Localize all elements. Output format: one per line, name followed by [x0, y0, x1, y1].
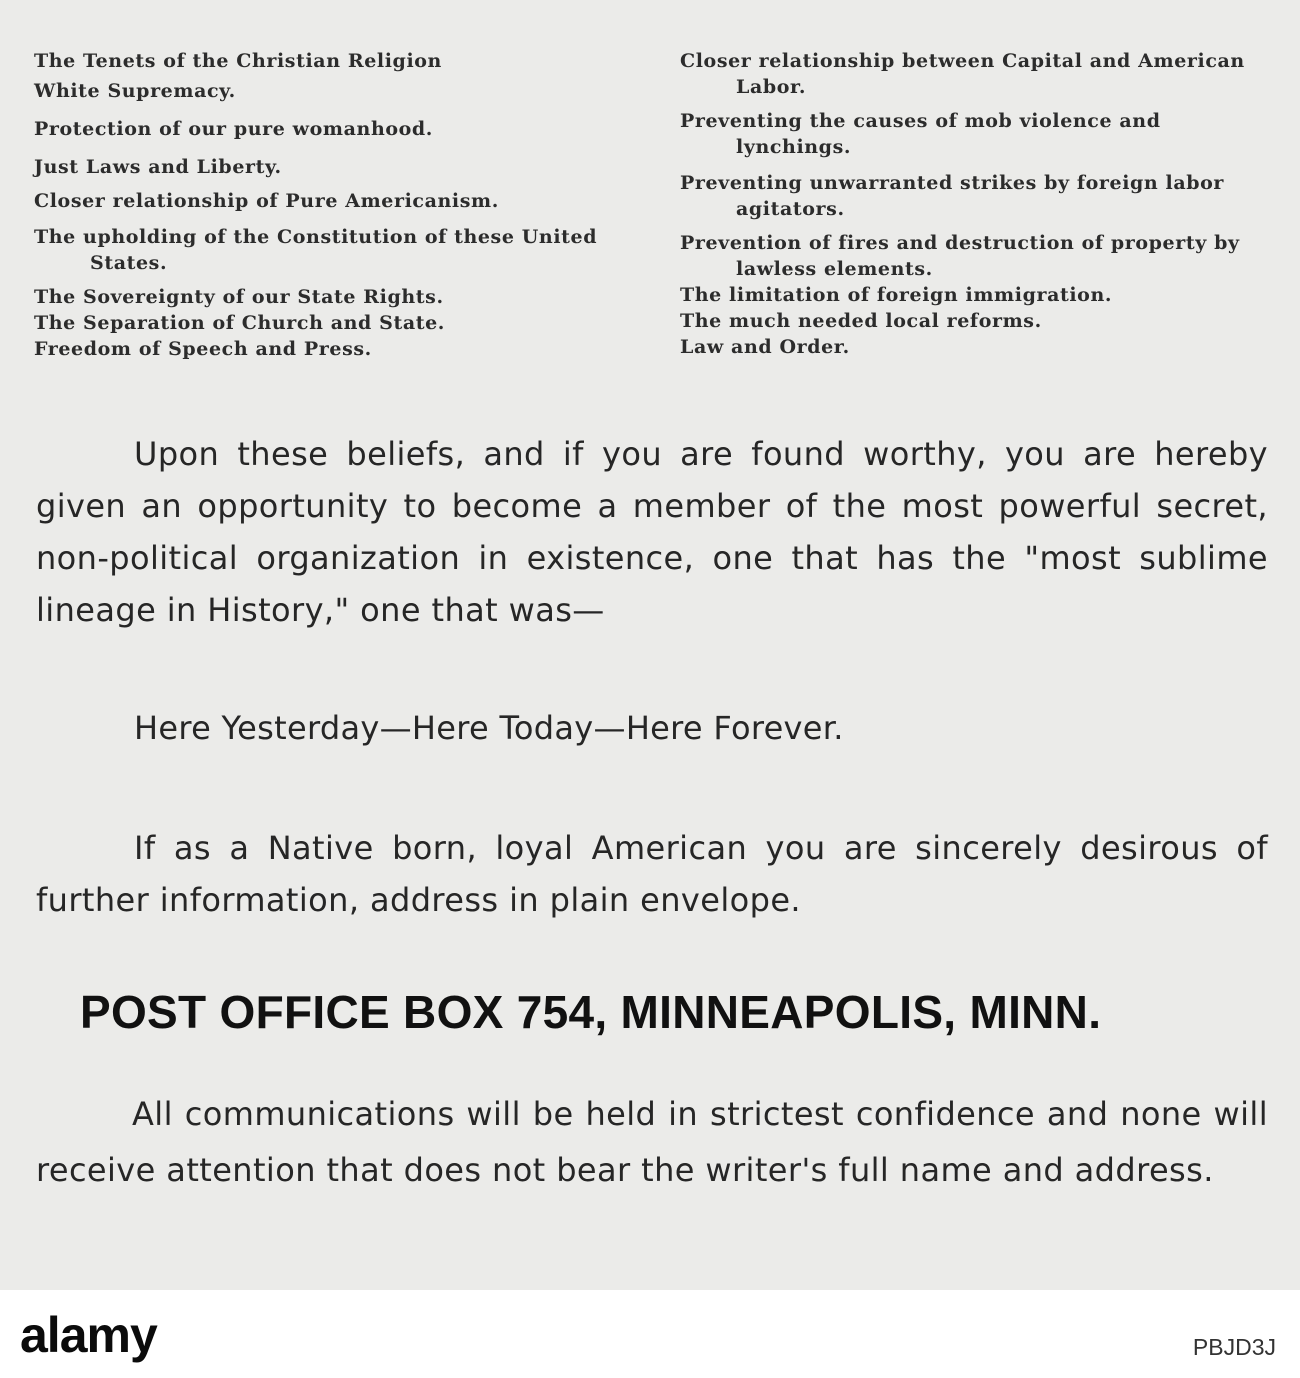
tenet-item: Just Laws and Liberty. [34, 156, 282, 178]
tenet-item: The Sovereignty of our State Rights. [34, 286, 444, 308]
alamy-logo: alamy [20, 1307, 157, 1363]
tenet-item: Closer relationship of Pure Americanism. [34, 190, 499, 212]
tenet-item: The upholding of the Constitution of these United States. [34, 226, 598, 274]
tenet-item: White Supremacy. [34, 80, 236, 102]
beliefs-paragraph: Upon these beliefs, and if you are found worthy, you are hereby given an opportunity to become a member of the most powerful secret, non-political organization in existence, one that has the "most sublime lineage in History," one that was— [36, 435, 1268, 629]
confidentiality-paragraph: All communications will be held in strictest confidence and none will receive attention that does not bear the writer's full name and address. [36, 1095, 1268, 1189]
tenet-item: The Separation of Church and State. [34, 312, 446, 334]
post-office-address: POST OFFICE BOX 754, MINNEAPOLIS, MINN. [80, 986, 1102, 1038]
tenet-item: Freedom of Speech and Press. [34, 338, 372, 360]
tenet-item: Protection of our pure womanhood. [34, 118, 434, 140]
watermark-footer [0, 1290, 1300, 1378]
slogan: Here Yesterday—Here Today—Here Forever. [134, 709, 844, 747]
information-paragraph: If as a Native born, loyal American you are sincerely desirous of further information, address in plain envelope. [36, 829, 1268, 919]
tenet-item: The Tenets of the Christian Religion [34, 50, 442, 72]
tenet-item: Closer relationship between Capital and American Labor. [680, 50, 1245, 98]
tenets-list [34, 48, 1270, 368]
tenet-item: Prevention of fires and destruction of property by lawless elements. [680, 232, 1240, 280]
tenet-item: The limitation of foreign immigration. [680, 284, 1113, 306]
tenet-item: Preventing unwarranted strikes by foreign labor agitators. [680, 172, 1225, 220]
tenet-item: The much needed local reforms. [680, 310, 1042, 332]
tenet-item: Law and Order. [680, 336, 850, 358]
image-id: PBJD3J [1192, 1334, 1276, 1360]
tenet-item: Preventing the causes of mob violence and lynchings. [680, 110, 1161, 158]
